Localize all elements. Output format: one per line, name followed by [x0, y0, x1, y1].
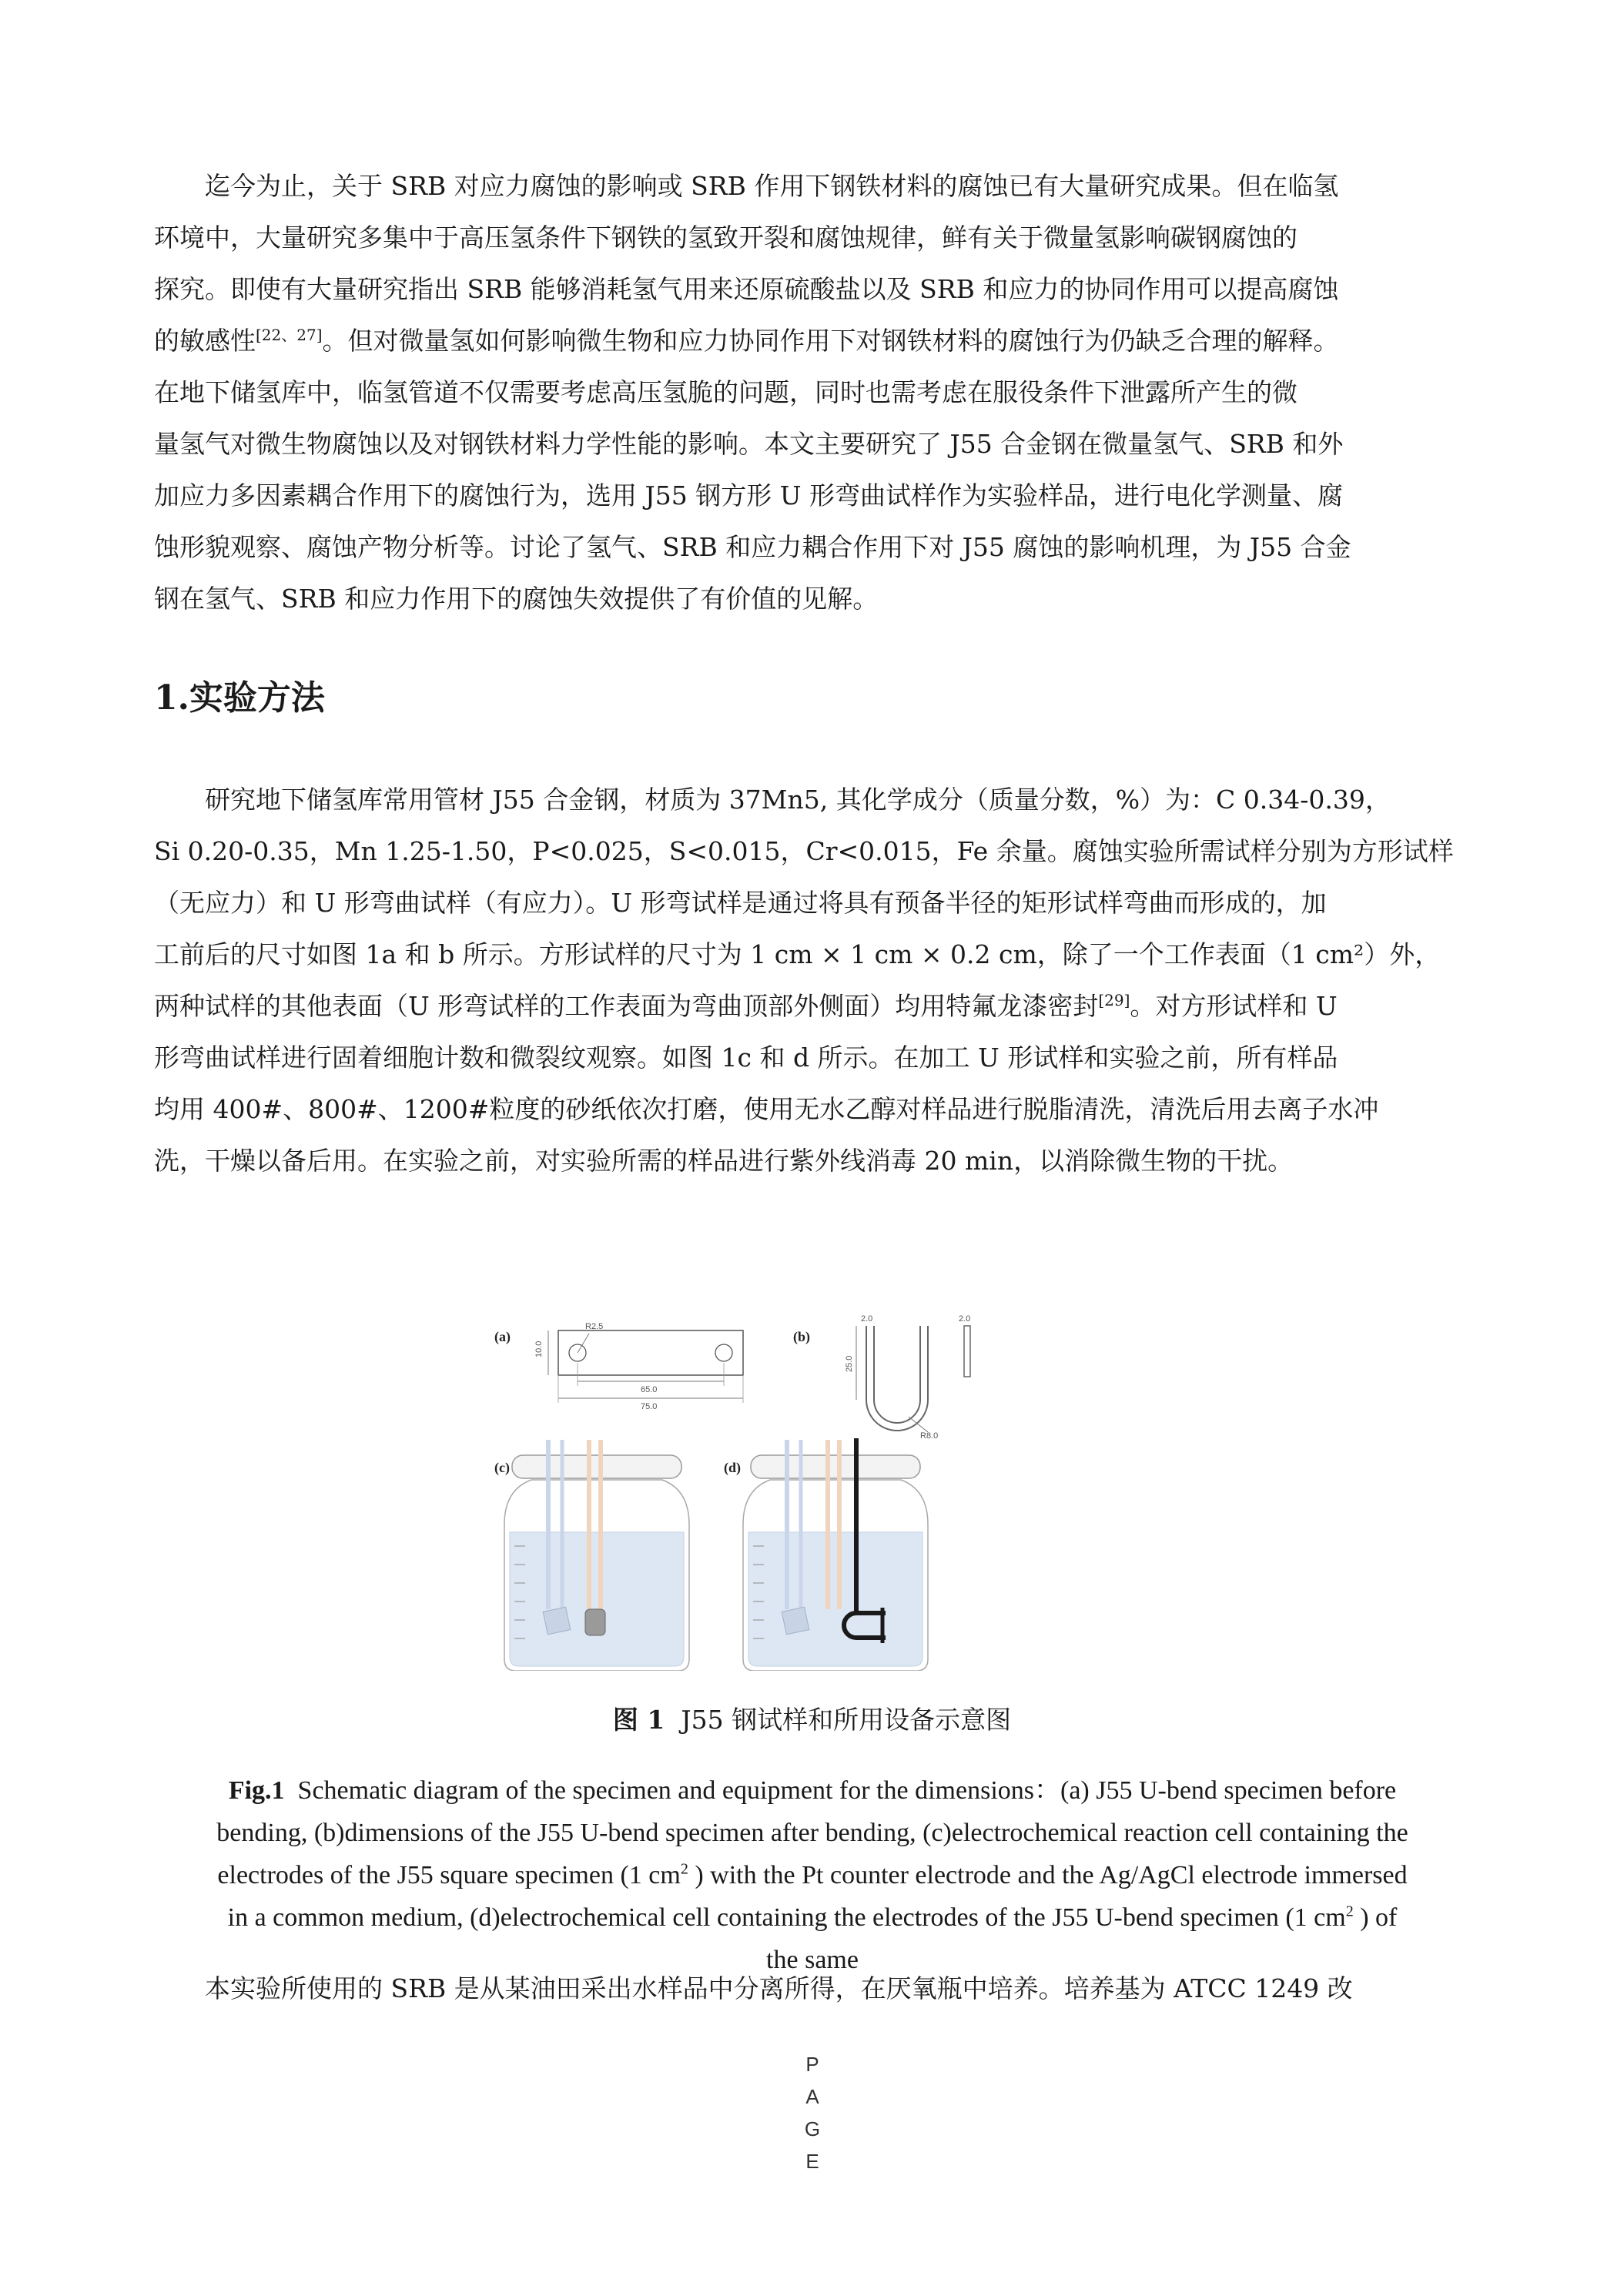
- footer-letter: E: [805, 2150, 819, 2173]
- u-bend-inner: [874, 1326, 920, 1423]
- text-line: 迄今为止，关于 SRB 对应力腐蚀的影响或 SRB 作用下钢铁材料的腐蚀已有大量研究成果。但在临氢: [205, 171, 1339, 201]
- text-segment: 。但对微量氢如何影响微生物和应力协同作用下对钢铁材料的腐蚀行为仍缺乏合理的解释。: [322, 326, 1339, 356]
- panel-label-d: (d): [724, 1460, 741, 1475]
- text-line: 研究地下储氢库常用管材 J55 合金钢，材质为 37Mn5, 其化学成分（质量分数，%）为：C 0.34-0.39，: [205, 785, 1391, 815]
- footer-letter: A: [805, 2085, 819, 2108]
- caption-segment: ) of: [1353, 1903, 1398, 1932]
- caption-segment: Schematic diagram of the specimen and equipment for the dimensions：(a) J55 U-bend specimen before: [297, 1776, 1397, 1805]
- section-heading: 1.实验方法: [154, 678, 325, 718]
- side-view-strip: [964, 1326, 970, 1377]
- radius-leader: [578, 1334, 589, 1353]
- text-line: 洗，干燥以备后用。在实验之前，对实验所需的样品进行紫外线消毒 20 min，以消除微生物的干扰。: [154, 1146, 1294, 1176]
- text-line: 在地下储氢库中，临氢管道不仅需要考虑高压氢脆的问题，同时也需考虑在服役条件下泄露所产生的微: [154, 377, 1298, 407]
- figure-caption-cn: [0, 1700, 1624, 1736]
- u-bend-outer: [866, 1326, 928, 1431]
- caption-segment: electrodes of the J55 square specimen (1 cm: [217, 1861, 681, 1889]
- citation: [29]: [1098, 991, 1130, 1009]
- cell-lid: [512, 1455, 681, 1478]
- caption-line: [158, 1896, 1467, 1939]
- radius-leader: [909, 1417, 928, 1432]
- dim-label: R2.5: [585, 1322, 604, 1331]
- footer-letter: G: [804, 2117, 821, 2140]
- intro-paragraph: [154, 160, 1471, 624]
- dim-label: 2.0: [861, 1314, 873, 1324]
- figure-label-cn: 图 1: [612, 1705, 665, 1735]
- cell-lid: [751, 1455, 920, 1478]
- caption-segment: in a common medium, (d)electrochemical cell containing the electrodes of the J55 U-bend specimen (1 cm: [227, 1903, 1346, 1932]
- hole-right: [715, 1344, 732, 1361]
- pt-counter-electrode: [543, 1607, 571, 1635]
- culture-paragraph: [154, 1963, 1471, 2014]
- specimen-equipment-diagram: [477, 1301, 1016, 1671]
- text-segment: 。对方形试样和 U: [1130, 991, 1338, 1021]
- panel-label-c: (c): [494, 1460, 510, 1475]
- caption-segment: ) with the Pt counter electrode and the Ag/AgCl electrode immersed: [688, 1861, 1408, 1889]
- caption-line: the same: [766, 1946, 859, 1974]
- dim-label: 2.0: [959, 1314, 971, 1324]
- methods-paragraph: [154, 774, 1471, 1186]
- text-line: 探究。即使有大量研究指出 SRB 能够消耗氢气用来还原硫酸盐以及 SRB 和应力的协同作用可以提高腐蚀: [154, 274, 1339, 304]
- text-line: 形弯曲试样进行固着细胞计数和微裂纹观察。如图 1c 和 d 所示。在加工 U 形试样和实验之前，所有样品: [154, 1043, 1338, 1073]
- figure-caption-text: J55 钢试样和所用设备示意图: [681, 1705, 1012, 1735]
- text-line: 环境中，大量研究多集中于高压氢条件下钢铁的氢致开裂和腐蚀规律，鲜有关于微量氢影响碳钢腐蚀的: [154, 223, 1298, 253]
- text-line: 钢在氢气、SRB 和应力作用下的腐蚀失效提供了有价值的见解。: [154, 584, 879, 614]
- pt-counter-electrode: [782, 1607, 809, 1635]
- text-line: [154, 980, 1471, 1032]
- panel-label-b: (b): [793, 1329, 810, 1344]
- citation: [22、27]: [256, 326, 323, 344]
- text-line: 本实验所使用的 SRB 是从某油田采出水样品中分离所得，在厌氧瓶中培养。培养基为 ATCC 1249 改: [205, 1973, 1353, 2003]
- dim-label: 25.0: [845, 1355, 854, 1372]
- text-segment: 的敏感性: [154, 326, 256, 356]
- dim-label: 75.0: [641, 1402, 658, 1411]
- superscript: 2: [1345, 1903, 1354, 1920]
- figure-label-en: Fig.1: [228, 1776, 285, 1805]
- dim-label: R8.0: [920, 1431, 939, 1441]
- dim-label: 65.0: [641, 1385, 658, 1394]
- text-line: 工前后的尺寸如图 1a 和 b 所示。方形试样的尺寸为 1 cm × 1 cm × 0.2 cm，除了一个工作表面（1 cm²）外，: [154, 939, 1441, 969]
- superscript: 2: [680, 1860, 688, 1878]
- caption-line: [158, 1854, 1467, 1896]
- text-line: 量氢气对微生物腐蚀以及对钢铁材料力学性能的影响。本文主要研究了 J55 合金钢在微量氢气、SRB 和外: [154, 429, 1344, 459]
- text-line: 均用 400#、800#、1200#粒度的砂纸依次打磨，使用无水乙醇对样品进行脱脂清洗，清洗后用去离子水冲: [154, 1094, 1379, 1124]
- square-specimen: [585, 1609, 605, 1635]
- figure-1: [477, 1301, 1016, 1671]
- text-segment: 两种试样的其他表面（U 形弯试样的工作表面为弯曲顶部外侧面）均用特氟龙漆密封: [154, 991, 1099, 1021]
- panel-label-a: (a): [494, 1329, 511, 1344]
- caption-line: bending, (b)dimensions of the J55 U-bend specimen after bending, (c)electrochemical reaction cell containing the: [216, 1819, 1408, 1847]
- electrolyte: [748, 1532, 922, 1666]
- figure-caption-en: [158, 1769, 1467, 1981]
- caption-line: [158, 1769, 1467, 1812]
- electrolyte: [510, 1532, 684, 1666]
- dim-label: 10.0: [534, 1340, 544, 1357]
- text-line: 蚀形貌观察、腐蚀产物分析等。讨论了氢气、SRB 和应力耦合作用下对 J55 腐蚀的影响机理，为 J55 合金: [154, 532, 1351, 562]
- text-line: （无应力）和 U 形弯曲试样（有应力）。U 形弯试样是通过将具有预备半径的矩形试样弯曲而形成的，加: [154, 888, 1327, 918]
- page-footer: [801, 2048, 824, 2177]
- text-line: Si 0.20-0.35，Mn 1.25-1.50，P<0.025，S<0.015，Cr<0.015，Fe 余量。腐蚀实验所需试样分别为方形试样: [154, 836, 1454, 866]
- text-line: 加应力多因素耦合作用下的腐蚀行为，选用 J55 钢方形 U 形弯曲试样作为实验样品，进行电化学测量、腐: [154, 480, 1343, 510]
- text-line: [154, 315, 1471, 366]
- footer-letter: P: [805, 2053, 819, 2076]
